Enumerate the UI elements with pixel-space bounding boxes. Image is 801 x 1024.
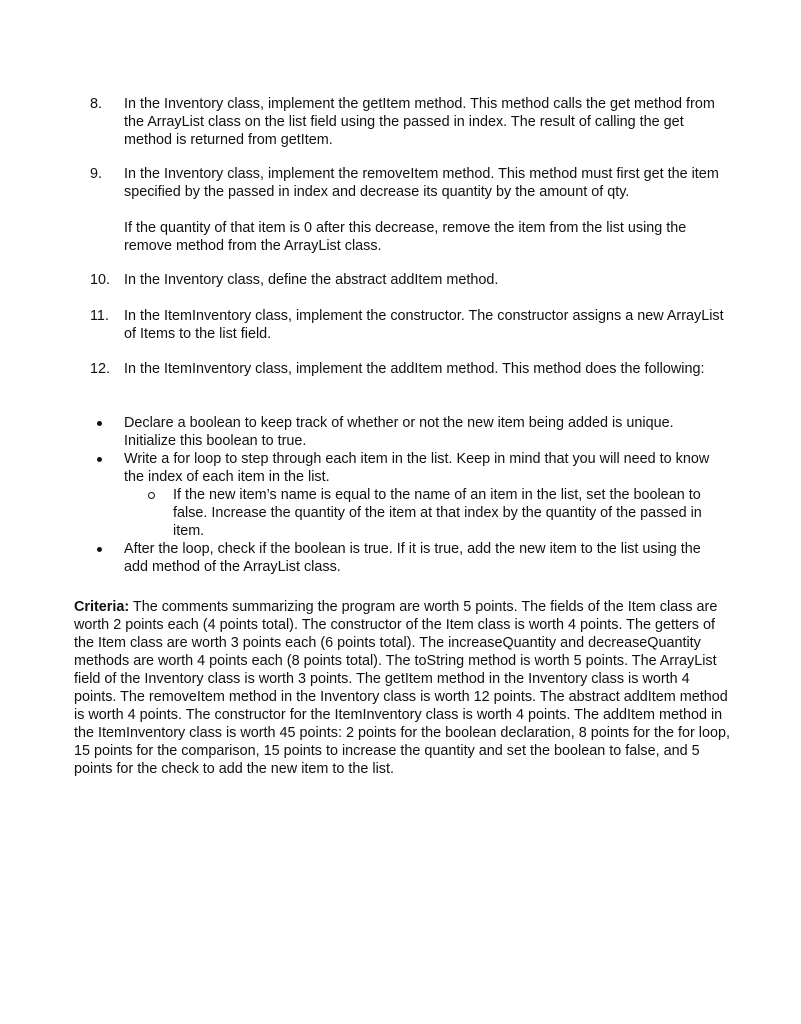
bullet-item	[96, 450, 726, 486]
subbullet-marker	[148, 486, 168, 499]
step-paragraph: In the Inventory class, implement the getItem method. This method calls the get method from the ArrayList class on the list field using the passed in index. The result of calling the get method is returned from getItem.	[124, 96, 715, 148]
step-paragraph: In the ItemInventory class, implement the addItem method. This method does the following:	[124, 361, 705, 377]
bullet-text: Declare a boolean to keep track of whether or not the new item being added is unique. Initialize this boolean to true.	[124, 415, 674, 449]
step-number: 11.	[90, 308, 109, 324]
criteria-paragraph	[74, 598, 734, 778]
criteria-label: Criteria:	[74, 599, 130, 615]
step-paragraph: In the ItemInventory class, implement the constructor. The constructor assigns a new ArrayList of Items to the list field.	[124, 308, 724, 342]
step-8	[90, 95, 730, 149]
bullet-marker	[96, 414, 116, 426]
step-number: 9.	[90, 166, 103, 182]
subbullet-text: If the new item’s name is equal to the name of an item in the list, set the boolean to false. Increase the quantity of the item at that index by the quantity of the passed in item.	[173, 487, 702, 539]
bullet-item	[96, 540, 726, 576]
step-paragraph: In the Inventory class, define the abstract addItem method.	[124, 272, 499, 288]
bullet-marker	[96, 540, 116, 552]
step-11	[90, 307, 730, 343]
step-number: 12.	[90, 361, 111, 377]
step-number: 8.	[90, 96, 103, 112]
bullet-item	[96, 414, 726, 450]
step-number: 10.	[90, 272, 111, 288]
step-paragraph: In the Inventory class, implement the removeItem method. This method must first get the item specified by the passed in index and decrease its quantity by the amount of qty.	[124, 166, 719, 200]
step-12	[90, 360, 730, 378]
step-paragraph: If the quantity of that item is 0 after this decrease, remove the item from the list using the remove method from the ArrayList class.	[124, 220, 687, 254]
bullet-text: Write a for loop to step through each item in the list. Keep in mind that you will need to know the index of each item in the list.	[124, 451, 710, 485]
criteria-text: The comments summarizing the program are worth 5 points. The fields of the Item class are worth 2 points each (4 points total). The constructor of the Item class is worth 4 points. The getters of the Item class are worth 3 points each (6 points total). The increaseQuantity and decreaseQuantity methods are worth 4 points each (8 points total). The toString method is worth 5 points. The ArrayList field of the Inventory class is worth 3 points. The getItem method in the Inventory class is worth 4 points. The removeItem method in the Inventory class is worth 12 points. The abstract addItem method is worth 4 points. The constructor for the ItemInventory class is worth 4 points. The addItem method in the ItemInventory class is worth 45 points: 2 points for the boolean declaration, 8 points for the for loop, 15 points for the comparison, 15 points to increase the quantity and set the boolean to false, and 5 points for the check to add the new item to the list.	[74, 599, 730, 777]
subbullet-item	[148, 486, 728, 540]
bullet-text: After the loop, check if the boolean is true. If it is true, add the new item to the list using the add method of the ArrayList class.	[124, 541, 701, 575]
step-9	[90, 165, 730, 255]
step-10	[90, 271, 730, 289]
bullet-marker	[96, 450, 116, 462]
